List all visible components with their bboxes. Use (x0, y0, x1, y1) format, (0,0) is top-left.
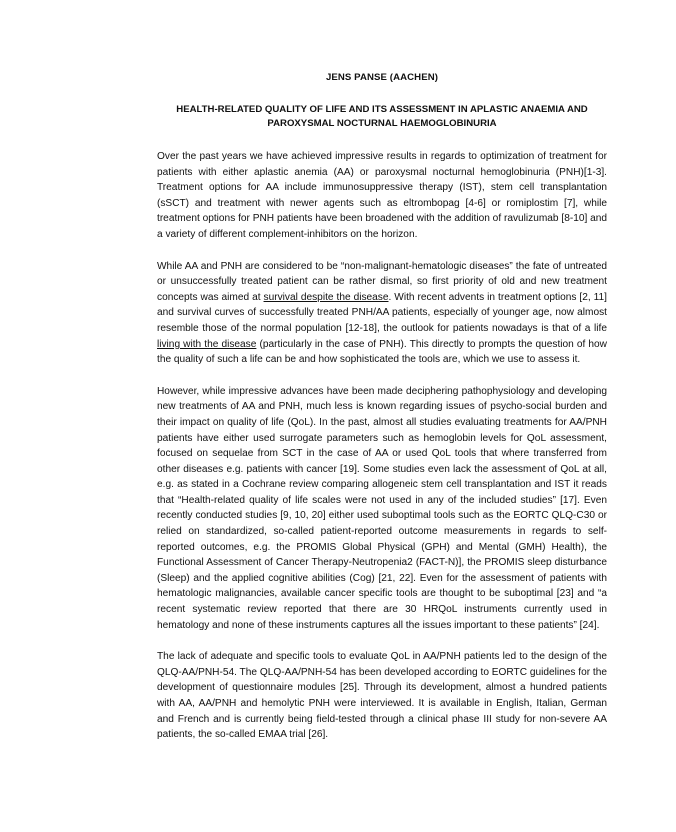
paragraph-2 (157, 259, 607, 368)
paragraph-4: The lack of adequate and specific tools to evaluate QoL in AA/PNH patients led to the design of the QLQ-AA/PNH-54. The QLQ-AA/PNH-54 has been developed according to EORTC guidelines for the development of questionnaire modules [25]. Through its development, almost a hundred patients with AA, AA/PNH and hemolytic PNH were interviewed. It is available in English, Italian, German and French and is currently being field-tested through a clinical phase III study for non-severe AA patients, the so-called EMAA trial [26]. (157, 651, 607, 741)
paragraph-2-text-a: While AA and PNH are considered to be “non-malignant-hematologic diseases” the fate of untreated or unsuccessfully treated patient can be rather dismal, so first priority of old and new treatment concepts was aimed at (157, 260, 607, 303)
title-line-1: HEALTH-RELATED QUALITY OF LIFE AND ITS ASSESSMENT IN APLASTIC ANAEMIA AND (176, 104, 588, 115)
paragraph-1: Over the past years we have achieved impressive results in regards to optimization of treatment for patients with either aplastic anemia (AA) or paroxysmal nocturnal hemoglobinuria (PNH)[1-3]. Treatment options for AA include immunosuppressive therapy (IST), stem cell transplantation (sSCT) and treatment with newer agents such as eltrombopag [4-6] or romiplostim [7], while treatment options for PNH patients have been broadened with the addition of ravulizumab [8-10] and a variety of different complement-inhibitors on the horizon. (157, 151, 607, 240)
underlined-phrase-living: living with the disease (157, 338, 257, 350)
document-page (157, 72, 607, 759)
author-heading: JENS PANSE (AACHEN) (325, 72, 439, 83)
paragraph-2-text-c: (particularly in the case of PNH). This directly to prompts the question of how the quality of such a life can be and how sophisticated the tools are, which we use to assess it. (157, 338, 607, 366)
title-line-2: PAROXYSMAL NOCTURNAL HAEMOGLOBINURIA (267, 118, 497, 129)
underlined-phrase-survival: survival despite the disease (263, 291, 389, 303)
paragraph-2-text-b: . With recent advents in treatment options [2, 11] and survival curves of successfully treated PNH/AA patients, especially of younger age, now almost resemble those of the normal population [12-18], the outlook for patients nowadays is that of a life (157, 291, 607, 334)
document-title (157, 103, 607, 131)
paragraph-3: However, while impressive advances have been made deciphering pathophysiology and developing new treatments of AA and PNH, much less is known regarding issues of psycho-social burden and their impact on quality of life (QoL). In the past, almost all studies evaluating treatments for AA/PNH patients have either used surrogate parameters such as hemoglobin levels for QoL assessment, focused on sequelae from SCT in the case of AA or used QoL tools that where transferred from other diseases e.g. patients with cancer [19]. Some studies even lack the assessment of QoL at all, e.g. as stated in a Cochrane review comparing allogeneic stem cell transplantation and IST it reads that “Health-related quality of life scales were not used in any of the included studies” [17]. Even recently conducted studies [9, 10, 20] either used suboptimal tools such as the EORTC QLQ-C30 or relied on standardized, so-called patient-reported outcome measurements in regards to self-reported outcomes, e.g. the PROMIS Global Physical (GPH) and Mental (GMH) Health), the Functional Assessment of Cancer Therapy-Neutropenia2 (FACT-N)], the PROMIS sleep disturbance (Sleep) and the applied cognitive abilities (Cog) [21, 22]. Even for the assessment of patients with hematologic malignancies, available cancer specific tools are thought to be suboptimal [23] and “a recent systematic review reported that there are 30 HRQoL instruments currently used in hematology and none of these instruments captures all the issues important to these patients” [24]. (157, 385, 607, 631)
